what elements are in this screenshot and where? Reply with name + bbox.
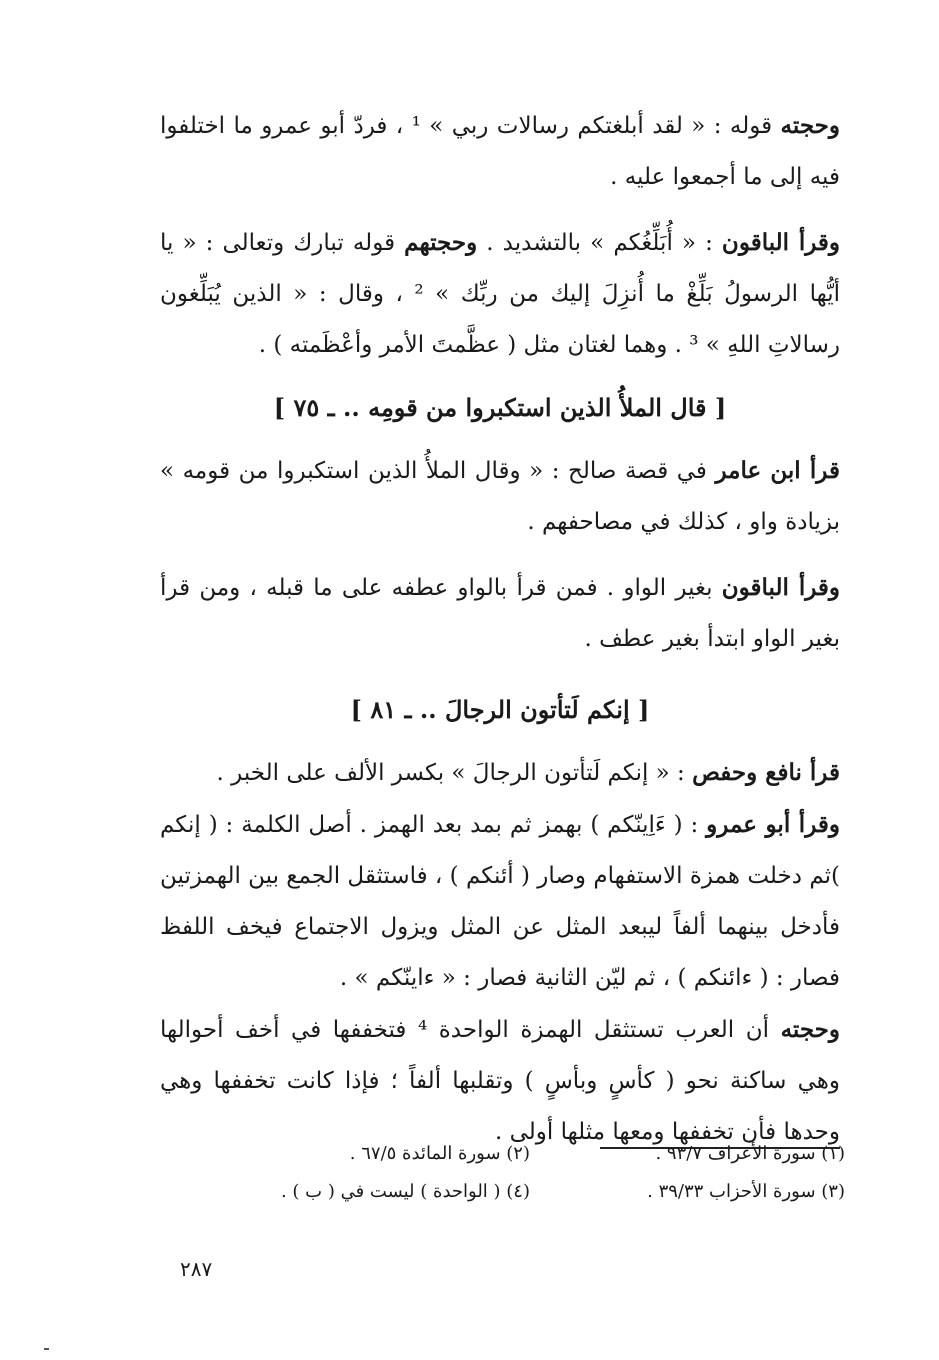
paragraph-7-lead: وحجته xyxy=(780,1016,841,1043)
footnotes xyxy=(230,1135,845,1211)
paragraph-2-text-a: : « أُبَلِّغُكم » بالتشديد . xyxy=(477,230,722,256)
footnote-1: (١) سورة الأعراف ٩٣/٧ . xyxy=(655,1143,845,1164)
footnote-3: (٣) سورة الأحزاب ٣٩/٣٣ . xyxy=(647,1181,845,1202)
paragraph-2 xyxy=(160,217,840,371)
section-heading-81: [ إنكم لَتأتون الرجالَ .. ـ ٨١ ] xyxy=(350,695,650,724)
paragraph-1 xyxy=(160,100,840,203)
paragraph-1-lead: وحجته xyxy=(780,112,840,139)
paragraph-5-lead: قرأ نافع وحفص xyxy=(692,759,840,786)
footnote-2: (٢) سورة المائدة ٦٧/٥ . xyxy=(349,1143,530,1164)
page-number: ٢٨٧ xyxy=(180,1257,213,1281)
paragraph-6-lead: وقرأ أبو عمرو xyxy=(706,811,840,838)
paragraph-5 xyxy=(160,747,840,799)
paragraph-4-lead: وقرأ الباقون xyxy=(721,574,841,601)
section-heading-75: [ قال الملأُ الذين استكبروا من قومِه .. ـ ٧٥ ] xyxy=(273,393,727,422)
page-body xyxy=(160,100,840,1158)
footnote-4: (٤) ( الواحدة ) ليست في ( ب ) . xyxy=(280,1181,530,1202)
paragraph-3 xyxy=(160,445,840,548)
paragraph-6 xyxy=(160,799,840,1158)
paragraph-4-text: بغير الواو . فمن قرأ بالواو عطفه على ما قبله ، ومن قرأ بغير الواو ابتدأ بغير عطف . xyxy=(160,575,840,652)
paragraph-5-text: : « إنكم لَتأتون الرجالَ » بكسر الألف على الخبر . xyxy=(216,760,693,786)
footnote-row xyxy=(230,1135,845,1173)
paragraph-3-text: في قصة صالح : « وقال الملأُ الذين استكبروا من قومه » بزيادة واو ، كذلك في مصاحفهم . xyxy=(160,458,840,535)
paragraph-2-lead: وقرأ الباقون xyxy=(721,229,840,256)
paragraph-6-text: : ( ءَاِينّكم ) بهمز ثم بمد بعد الهمز . أصل الكلمة : ( إنكم )ثم دخلت همزة الاستفهام وصار ( أئنكم ) ، فاستثقل الجمع بين الهمزتين فأدخل بينهما ألفاً ليبعد المثل عن المثل ويزول الاجتماع فيخف اللفظ فصار : ( ءائنكم ) ، ثم ليّن الثانية فصار : « ءاينّكم » . xyxy=(160,812,840,991)
paragraph-4 xyxy=(160,562,840,665)
scan-mark xyxy=(44,1348,49,1350)
paragraph-3-lead: قرأ ابن عامر xyxy=(715,457,840,484)
paragraph-2-text-b: قوله تبارك وتعالى : « يا أيُّها الرسولُ بَلِّغْ ما أُنزِلَ إليك من ربِّك » ² ، وقال : « الذين يُبَلِّغون رسالاتِ اللهِ » ³ . وهما لغتان مثل ( عظَّمتَ الأمر وأعْظَمته ) . xyxy=(160,230,840,358)
footnote-row xyxy=(230,1173,845,1211)
paragraph-1-text: قوله : « لقد أبلغتكم رسالات ربي » ¹ ، فردّ أبو عمرو ما اختلفوا فيه إلى ما أجمعوا عليه . xyxy=(160,113,840,190)
paragraph-2-lead-b: وحجتهم xyxy=(404,229,478,256)
paragraph-7-text: أن العرب تستثقل الهمزة الواحدة ⁴ فتخففها في أخف أحوالها وهي ساكنة نحو ( كأسٍ وبأسٍ ) وتقلبها ألفاً ؛ فإذا كانت تخففها وهي وحدها فأن تخففها ومعها مثلها أولى . xyxy=(160,1017,840,1145)
